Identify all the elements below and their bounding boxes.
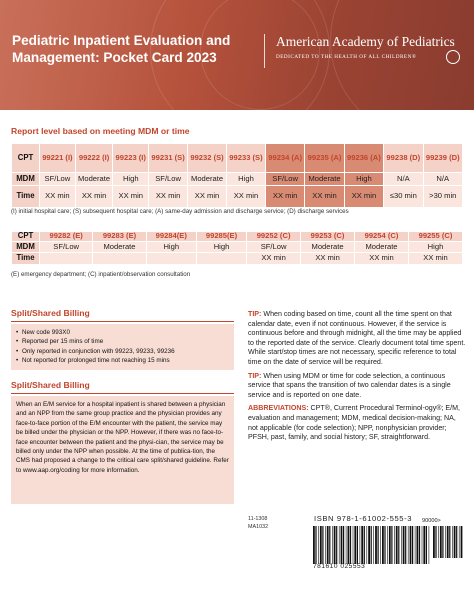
cpt-code-cell: 99236 (A) [344, 144, 383, 173]
split-shared-title: Split/Shared Billing [11, 380, 90, 390]
time-cell [40, 253, 93, 265]
time-cell: XX min [305, 186, 344, 208]
cpt-code-cell: 99285(E) [196, 232, 246, 242]
time-cell: XX min [75, 186, 113, 208]
product-code: 11-1308 [248, 516, 268, 522]
aap-logo-icon [446, 50, 460, 64]
mdm-cell: High [113, 173, 149, 186]
split-shared-list-box [11, 324, 234, 370]
table-row [12, 232, 463, 242]
section-rule [11, 321, 234, 322]
barcode-icon [313, 526, 431, 564]
cpt-code-cell: 99231 (S) [149, 144, 188, 173]
barcode-number: 781610 025553 [313, 563, 366, 570]
barcode-addon-number: 90000> [422, 518, 441, 524]
time-cell: XX min [301, 253, 355, 265]
mdm-cell: High [196, 242, 246, 253]
cpt-code-cell: 99221 (I) [40, 144, 76, 173]
mdm-cell: N/A [423, 173, 462, 186]
cpt-code-cell: 99282 (E) [40, 232, 93, 242]
mdm-cell: Moderate [93, 242, 146, 253]
mdm-cell: High [408, 242, 462, 253]
mdm-cell: SF/Low [149, 173, 188, 186]
abbreviations-text: CPT®, Current Procedural Terminol-ogy®; E/M, evaluation and management; MDM, medical decision-making; NA, not applicable (for code selection); NPP, nonphysician provider; PFSH, past, family, and social history; SF, straightforward. [248, 404, 461, 442]
time-cell [196, 253, 246, 265]
list-item: • Not reported for prolonged time not reaching 15 mins [16, 356, 229, 365]
row-header: Time [12, 253, 40, 265]
barcode-addon-icon [433, 526, 463, 564]
cpt-code-cell: 99254 (C) [355, 232, 409, 242]
mdm-cell: Moderate [305, 173, 344, 186]
table-row [12, 144, 463, 173]
time-cell: XX min [149, 186, 188, 208]
header-divider [264, 34, 265, 68]
time-cell [146, 253, 196, 265]
tip-text: When coding based on time, count all the time spent on that calendar date, even if not continuous. However, if the service is continuous before and through midnight, all the time may be applied to the reported date of the service. Clearly document total time spent. While start/stop times are not necessary, specific reference to total time on the date of service will be required. [248, 310, 466, 366]
time-cell: >30 min [423, 186, 462, 208]
time-cell: XX min [40, 186, 76, 208]
mdm-cell: Moderate [355, 242, 409, 253]
cpt-code-cell: 99233 (S) [227, 144, 266, 173]
mdm-cell: High [344, 173, 383, 186]
cpt-code-cell: 99235 (A) [305, 144, 344, 173]
row-header: CPT [12, 144, 40, 173]
org-name: American Academy of Pediatrics [276, 34, 455, 49]
table-row [12, 253, 463, 265]
mdm-cell: Moderate [301, 242, 355, 253]
section-rule [11, 393, 234, 394]
table-row [12, 242, 463, 253]
abbreviations-paragraph [248, 404, 466, 442]
cpt-code-cell: 99255 (C) [408, 232, 462, 242]
ed-consult-codes-table [11, 231, 463, 265]
mdm-cell: SF/Low [40, 173, 76, 186]
mdm-cell: SF/Low [247, 242, 301, 253]
cpt-code-cell: 99239 (D) [423, 144, 462, 173]
split-shared-text-box [11, 396, 234, 504]
tip-label: TIP: [248, 310, 262, 318]
split-shared-title: Split/Shared Billing [11, 308, 90, 318]
time-cell: XX min [265, 186, 304, 208]
product-code: MA1032 [248, 524, 269, 530]
header-banner [0, 0, 474, 110]
time-cell: XX min [344, 186, 383, 208]
time-cell: XX min [408, 253, 462, 265]
split-shared-list [16, 328, 229, 366]
tip-paragraph [248, 310, 466, 368]
table-legend: (E) emergency department; (C) inpatient/observation consultation [11, 271, 191, 278]
table-row [12, 173, 463, 186]
mdm-cell: High [146, 242, 196, 253]
cpt-code-cell: 99234 (A) [265, 144, 304, 173]
row-header: CPT [12, 232, 40, 242]
mdm-cell: Moderate [75, 173, 113, 186]
cpt-code-cell: 99222 (I) [75, 144, 113, 173]
list-item: • New code 993X0 [16, 328, 229, 337]
time-cell: XX min [247, 253, 301, 265]
cpt-code-cell: 99252 (C) [247, 232, 301, 242]
cpt-code-cell: 99232 (S) [188, 144, 227, 173]
time-cell: XX min [188, 186, 227, 208]
row-header: Time [12, 186, 40, 208]
org-block [276, 34, 455, 60]
section-title: Report level based on meeting MDM or time [11, 126, 190, 136]
time-cell: ≤30 min [384, 186, 423, 208]
table-legend: (I) initial hospital care; (S) subsequent hospital care; (A) same-day admission and discharge service; (D) discharge services [11, 208, 349, 215]
product-codes [248, 515, 268, 531]
mdm-cell: SF/Low [40, 242, 93, 253]
abbreviations-label: ABBREVIATIONS: [248, 404, 309, 413]
inpatient-codes-table [11, 143, 463, 208]
isbn-number: ISBN 978-1-61002-555-3 [314, 514, 413, 523]
cpt-code-cell: 99253 (C) [301, 232, 355, 242]
mdm-cell: Moderate [188, 173, 227, 186]
tip-paragraph [248, 372, 466, 401]
mdm-cell: N/A [384, 173, 423, 186]
tip-text: When using MDM or time for code selection, a continuous service that spans the transition of two calendar dates is a single service and is reported on one date. [248, 371, 451, 399]
tips-column [248, 310, 466, 447]
cpt-code-cell: 99283 (E) [93, 232, 146, 242]
row-header: MDM [12, 242, 40, 253]
time-cell: XX min [227, 186, 266, 208]
time-cell [93, 253, 146, 265]
time-cell: XX min [355, 253, 409, 265]
cpt-code-cell: 99223 (I) [113, 144, 149, 173]
mdm-cell: SF/Low [265, 173, 304, 186]
table-row [12, 186, 463, 208]
org-tagline: DEDICATED TO THE HEALTH OF ALL CHILDREN® [276, 54, 417, 60]
tip-label: TIP: [248, 371, 262, 380]
cpt-code-cell: 99238 (D) [384, 144, 423, 173]
row-header: MDM [12, 173, 40, 186]
mdm-cell: High [227, 173, 266, 186]
time-cell: XX min [113, 186, 149, 208]
list-item: • Only reported in conjunction with 99223, 99233, 99236 [16, 347, 229, 356]
cpt-code-cell: 99284(E) [146, 232, 196, 242]
list-item: • Reported per 15 mins of time [16, 337, 229, 346]
split-shared-text: When an E/M service for a hospital inpatient is shared between a physician and an NPP from the same group practice and the physician provides any face-to-face portion of the E/M encounter with the patient, the service may be billed under the physician or the NPP. However, if there was no face-to-face encounter between the patient and the physi-cian, the service may be billed only under the NPP when possible. At the time of publica-tion, the CMS had proposed a change to the critical care split/shared guideline. Refer to www.aap.org/coding for more information. [16, 401, 229, 474]
page-title: Pediatric Inpatient Evaluation and Management: Pocket Card 2023 [12, 33, 231, 65]
